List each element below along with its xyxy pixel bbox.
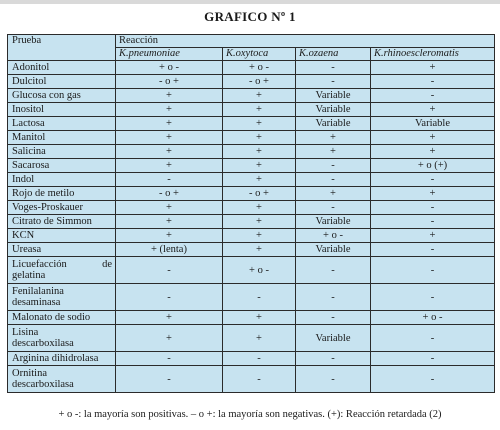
test-name-cell (8, 325, 116, 352)
table-row (8, 243, 495, 257)
reaction-cell: - (371, 89, 495, 103)
table-row (8, 75, 495, 89)
page-title: GRAFICO Nº 1 (204, 9, 296, 24)
reaction-cell: - (296, 159, 371, 173)
reaction-cell: - (296, 352, 371, 366)
reaction-cell: - (116, 366, 223, 393)
test-name-cell: Ureasa (8, 243, 116, 257)
test-name-line2: descarboxilasa (12, 338, 74, 349)
table-row (8, 173, 495, 187)
reaction-cell: - (296, 366, 371, 393)
table-row (8, 325, 495, 352)
reaction-cell: - (296, 75, 371, 89)
reaction-cell: + (371, 229, 495, 243)
reaction-cell: + (116, 159, 223, 173)
header-reaccion: Reacción (116, 35, 495, 48)
reaction-cell: + (296, 131, 371, 145)
reaction-cell: - (116, 257, 223, 284)
table-row (8, 215, 495, 229)
species-header: K.ozaena (296, 48, 371, 61)
reaction-cell: Variable (371, 117, 495, 131)
table-row (8, 117, 495, 131)
reaction-cell: + (223, 89, 296, 103)
reaction-cell: Variable (296, 103, 371, 117)
reaction-cell: + (223, 145, 296, 159)
test-name-cell: Indol (8, 173, 116, 187)
table-row (8, 89, 495, 103)
reaction-cell: + (223, 103, 296, 117)
reaction-cell: - (371, 257, 495, 284)
reaction-cell: + (296, 187, 371, 201)
test-name-cell: Arginina dihidrolasa (8, 352, 116, 366)
reaction-cell: - (296, 61, 371, 75)
test-name-line2: descarboxilasa (12, 379, 74, 390)
test-name-cell: Inositol (8, 103, 116, 117)
footer-legend: + o -: la mayoría son positivas. – o +: la mayoría son negativas. (+): Reacción retardada (2) (58, 409, 442, 420)
table-row (8, 311, 495, 325)
test-name-word: Fenilalanina (12, 286, 64, 297)
reaction-cell: - (116, 352, 223, 366)
reaction-cell: + (116, 325, 223, 352)
test-name-cell: Malonato de sodio (8, 311, 116, 325)
reaction-cell: - (296, 311, 371, 325)
test-name-cell: Rojo de metilo (8, 187, 116, 201)
header-row-1 (8, 35, 495, 48)
reaction-cell: + (116, 311, 223, 325)
reaction-cell: + (223, 131, 296, 145)
reaction-cell: + (371, 103, 495, 117)
test-name-cell: Manitol (8, 131, 116, 145)
reaction-cell: - (223, 366, 296, 393)
reaction-cell: + (371, 61, 495, 75)
reaction-cell: + (116, 229, 223, 243)
reaction-cell: + (371, 187, 495, 201)
reaction-cell: - (371, 215, 495, 229)
species-header: K.rhinoescleromatis (371, 48, 495, 61)
species-header: K.pneumoniae (116, 48, 223, 61)
table-row (8, 284, 495, 311)
reaction-cell: + o - (223, 61, 296, 75)
test-name-cell (8, 257, 116, 284)
table-row (8, 159, 495, 173)
reaction-cell: - (296, 173, 371, 187)
test-name-word: Licuefacción (12, 259, 67, 270)
reaction-cell: - (296, 201, 371, 215)
test-name-cell: Dulcitol (8, 75, 116, 89)
reaction-cell: + (223, 229, 296, 243)
reaction-cell: + (116, 215, 223, 229)
header-prueba: Prueba (8, 35, 116, 61)
test-name-cell: Salicina (8, 145, 116, 159)
reaction-cell: + (223, 325, 296, 352)
reaction-cell: - o + (116, 187, 223, 201)
table-row (8, 257, 495, 284)
reaction-cell: - (116, 173, 223, 187)
table-row (8, 131, 495, 145)
test-name-line2: gelatina (12, 270, 46, 281)
reaction-cell: - (371, 243, 495, 257)
test-name-line2: desaminasa (12, 297, 61, 308)
test-name-line1 (12, 327, 112, 338)
test-name-cell (8, 284, 116, 311)
reaction-cell: + (371, 145, 495, 159)
reaction-cell: + (116, 131, 223, 145)
reaction-cell: + (223, 311, 296, 325)
reaction-cell: + (116, 89, 223, 103)
reaction-cell: - (296, 284, 371, 311)
test-name-cell: Adonitol (8, 61, 116, 75)
reaction-cell: + (371, 131, 495, 145)
table-row (8, 103, 495, 117)
reaction-cell: - (371, 352, 495, 366)
reaction-cell: + (223, 201, 296, 215)
table-row (8, 187, 495, 201)
reaction-cell: Variable (296, 215, 371, 229)
reaction-cell: + o (+) (371, 159, 495, 173)
reaction-cell: + o - (223, 257, 296, 284)
scan-top-strip (0, 0, 500, 4)
reaction-cell: - (371, 284, 495, 311)
reaction-cell: - (371, 366, 495, 393)
test-name-line1 (12, 286, 112, 297)
test-name-cell (8, 366, 116, 393)
reaction-cell: + (296, 145, 371, 159)
reaction-cell: + (lenta) (116, 243, 223, 257)
test-name-cell: Voges-Proskauer (8, 201, 116, 215)
table-row (8, 145, 495, 159)
reaction-cell: - (296, 257, 371, 284)
reaction-cell: - o + (223, 75, 296, 89)
table-row (8, 229, 495, 243)
test-name-cell: Lactosa (8, 117, 116, 131)
reaction-cell: - o + (223, 187, 296, 201)
reaction-cell: + (223, 243, 296, 257)
reaction-cell: - (371, 325, 495, 352)
reaction-cell: - (116, 284, 223, 311)
reaction-cell: Variable (296, 243, 371, 257)
reaction-cell: Variable (296, 89, 371, 103)
table-row (8, 61, 495, 75)
species-header: K.oxytoca (223, 48, 296, 61)
reaction-cell: - (371, 201, 495, 215)
test-name-line1 (12, 368, 112, 379)
reaction-cell: + (223, 117, 296, 131)
test-name-word: Lisina (12, 327, 39, 338)
reaction-cell: + (116, 201, 223, 215)
reaction-cell: + o - (371, 311, 495, 325)
reaction-cell: - (223, 352, 296, 366)
reaction-cell: - (223, 284, 296, 311)
test-name-word: de (102, 259, 112, 270)
reaction-cell: Variable (296, 325, 371, 352)
table-row (8, 366, 495, 393)
reaction-cell: + (116, 117, 223, 131)
reaction-cell: + (116, 103, 223, 117)
reaction-cell: + (223, 173, 296, 187)
reaction-cell: + (223, 159, 296, 173)
reaction-cell: - o + (116, 75, 223, 89)
reaction-cell: Variable (296, 117, 371, 131)
table-row (8, 201, 495, 215)
reaction-cell: - (371, 75, 495, 89)
test-name-word: Ornitina (12, 368, 47, 379)
test-name-cell: Sacarosa (8, 159, 116, 173)
reaction-cell: + (223, 215, 296, 229)
test-name-cell: Glucosa con gas (8, 89, 116, 103)
table-row (8, 352, 495, 366)
test-name-cell: Citrato de Simmon (8, 215, 116, 229)
reaction-cell: - (371, 173, 495, 187)
test-name-cell: KCN (8, 229, 116, 243)
reaction-cell: + o - (116, 61, 223, 75)
test-name-line1 (12, 259, 112, 270)
reaction-table (7, 34, 495, 393)
reaction-cell: + (116, 145, 223, 159)
reaction-cell: + o - (296, 229, 371, 243)
